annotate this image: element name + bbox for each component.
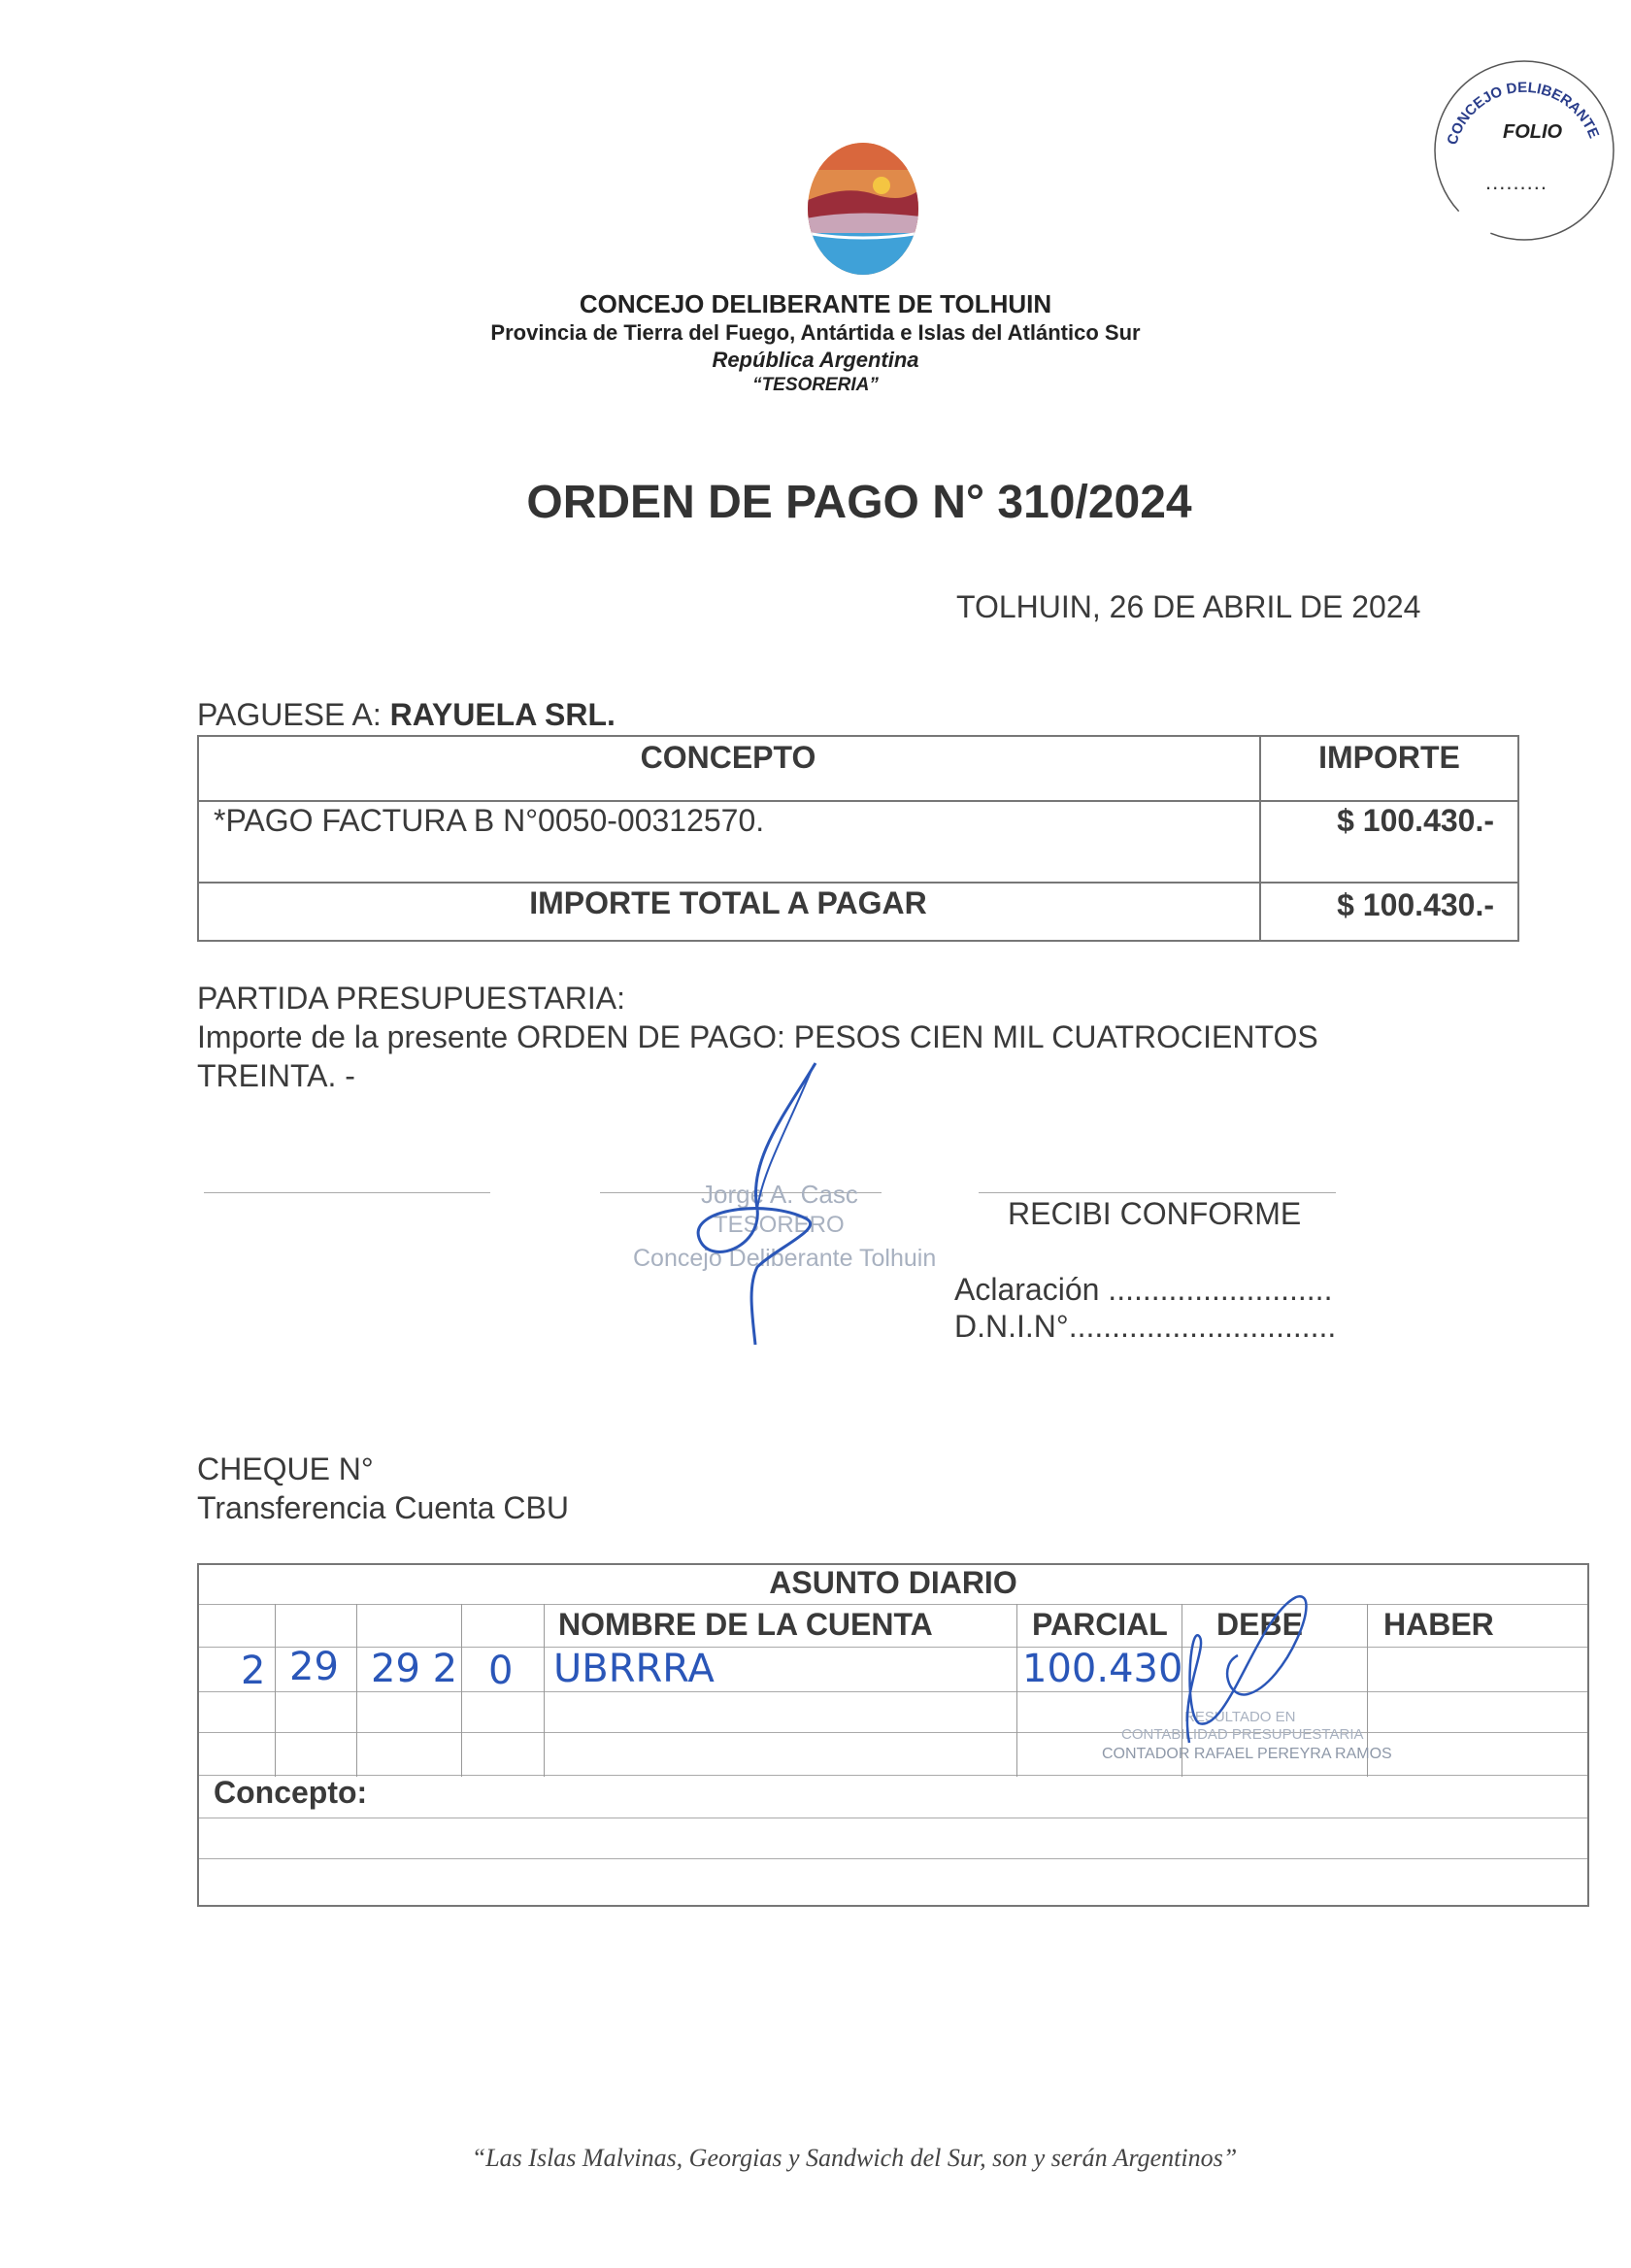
aclaracion-field	[954, 1272, 1332, 1308]
page-title: ORDEN DE PAGO N° 310/2024	[526, 477, 1192, 528]
accounting-stamp-line3: CONTADOR RAFAEL PEREYRA RAMOS	[1102, 1746, 1392, 1762]
treasurer-stamp-role: TESORERO	[714, 1212, 845, 1238]
table-header-amount: IMPORTE	[1318, 740, 1460, 775]
folio-dots: .........	[1485, 170, 1548, 194]
dni-dots: ...............................	[1068, 1309, 1337, 1344]
payment-method: Transferencia Cuenta CBU	[197, 1490, 569, 1525]
journal-concept-label: Concepto:	[214, 1775, 368, 1810]
aclaracion-dots: ..........................	[1108, 1272, 1333, 1307]
journal-partial-handwritten: 100.430	[1022, 1647, 1183, 1691]
table-total-amount: $ 100.430.-	[1337, 887, 1494, 922]
signature-line-3	[979, 1192, 1336, 1193]
accounting-stamp-line1: RESULTADO EN	[1184, 1709, 1296, 1725]
department-name: “TESORERIA”	[752, 375, 879, 395]
accounting-signature	[1170, 1578, 1325, 1772]
folio-stamp	[1427, 53, 1621, 248]
table-row-concept: *PAGO FACTURA B N°0050-00312570.	[214, 803, 765, 838]
payee-name: RAYUELA SRL.	[389, 697, 616, 732]
journal-header-credit: HABER	[1383, 1607, 1494, 1642]
journal-account-handwritten: UBRRRA	[553, 1647, 715, 1691]
cheque-label: CHEQUE N°	[197, 1451, 374, 1486]
journal-header-debit: DEBE	[1216, 1607, 1303, 1642]
journal-code-3: 29 2	[371, 1647, 458, 1691]
dni-field	[954, 1309, 1336, 1345]
table-total-label: IMPORTE TOTAL A PAGAR	[529, 885, 927, 920]
treasurer-stamp-org: Concejo Deliberante Tolhuin	[633, 1245, 937, 1272]
treasurer-stamp-name: Jorge A. Casc	[701, 1180, 858, 1209]
payee-label: PAGUESE A:	[197, 697, 382, 732]
council-logo	[806, 141, 920, 277]
accounting-stamp-line2: CONTABILIDAD PRESUPUESTARIA	[1121, 1726, 1364, 1743]
journal-title: ASUNTO DIARIO	[769, 1565, 1017, 1600]
footer-motto: “Las Islas Malvinas, Georgias y Sandwich del Sur, son y serán Argentinos”	[471, 2144, 1238, 2172]
budget-label: PARTIDA PRESUPUESTARIA:	[197, 981, 625, 1016]
journal-code-2: 29	[289, 1645, 339, 1689]
table-header-concept: CONCEPTO	[640, 740, 816, 775]
aclaracion-label: Aclaración	[954, 1272, 1100, 1307]
journal-header-partial: PARCIAL	[1032, 1607, 1168, 1642]
province-name: Provincia de Tierra del Fuego, Antártida e Islas del Atlántico Sur	[490, 320, 1141, 345]
country-name: República Argentina	[712, 348, 919, 372]
dni-label: D.N.I.N°	[954, 1309, 1069, 1344]
payee-line	[197, 697, 616, 733]
journal-code-4: 0	[488, 1649, 514, 1693]
journal-header-account: NOMBRE DE LA CUENTA	[558, 1607, 933, 1642]
budget-amount-line2: TREINTA. -	[197, 1058, 355, 1093]
table-row-amount: $ 100.430.-	[1337, 803, 1494, 838]
signature-line-1	[204, 1192, 490, 1193]
treasurer-signature	[670, 1053, 845, 1350]
journal-code-1: 2	[241, 1649, 266, 1693]
place-date: TOLHUIN, 26 DE ABRIL DE 2024	[956, 589, 1421, 624]
folio-stamp-ring	[1427, 53, 1621, 248]
folio-ring-text: CONCEJO DELIBERANTE	[1444, 79, 1603, 148]
received-label: RECIBI CONFORME	[1008, 1196, 1302, 1231]
folio-label: FOLIO	[1503, 121, 1563, 143]
budget-amount-line1: Importe de la presente ORDEN DE PAGO: PESOS CIEN MIL CUATROCIENTOS	[197, 1019, 1318, 1054]
institution-name: CONCEJO DELIBERANTE DE TOLHUIN	[579, 289, 1052, 318]
